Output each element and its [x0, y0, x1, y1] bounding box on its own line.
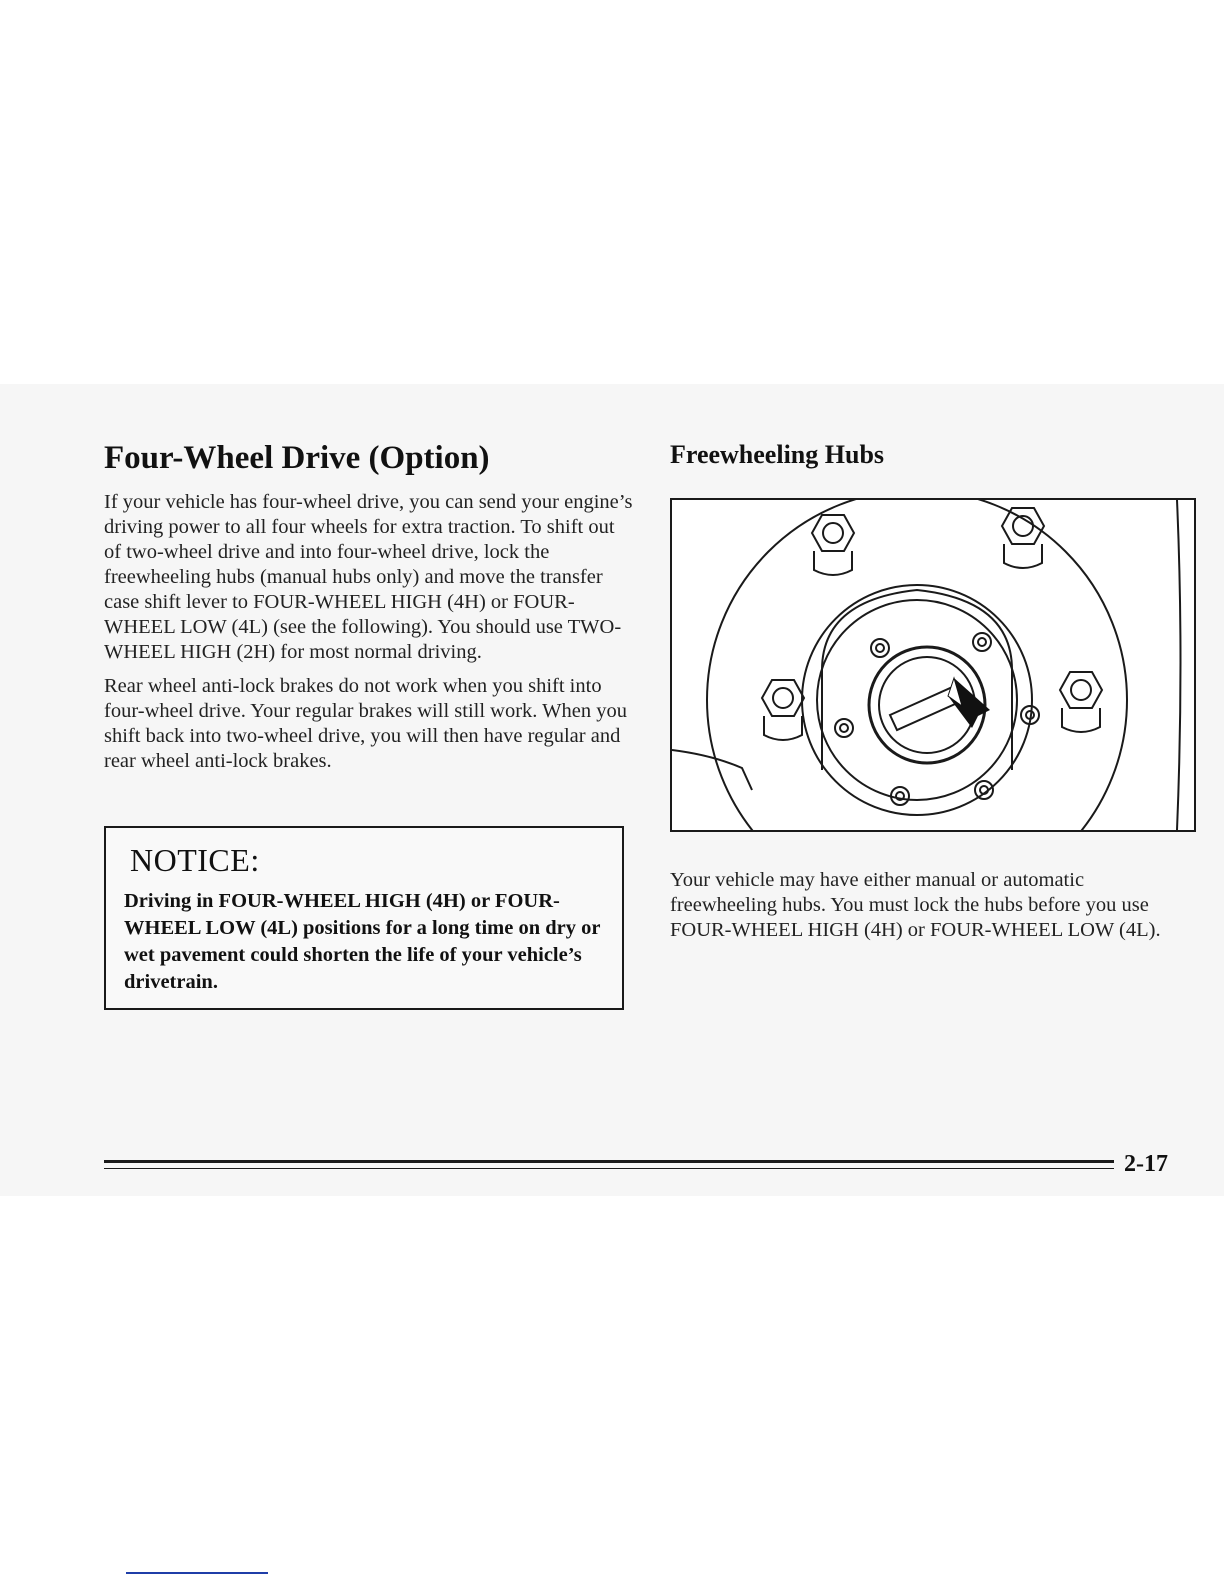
hub-inner-ring: [817, 600, 1017, 800]
wheel-rim-outline: [707, 500, 1127, 830]
right-column: [670, 438, 1196, 490]
footer-rule: [104, 1160, 1114, 1163]
bottom-divider-mark: [126, 1572, 268, 1574]
notice-title: NOTICE:: [130, 842, 260, 878]
hub-flange: [802, 585, 1032, 815]
brakes-paragraph: Rear wheel anti-lock brakes do not work when you shift into four-wheel drive. Your regular brakes will still work. When you shift back into two-wheel drive, you will then have regular and rear wheel anti-lock brakes.: [104, 675, 627, 772]
section-title: Four-Wheel Drive (Option): [104, 440, 490, 476]
hub-dome-outline: [822, 590, 1012, 770]
intro-paragraph: If your vehicle has four-wheel drive, you can send your engine’s driving power to all four wheels for extra traction. To shift out of two-wheel drive and into four-wheel drive, lock the freewheeling hubs (manual hubs only) and move the transfer case shift lever to FOUR-WHEEL HIGH (4H) or FOUR-WHEEL LOW (4L) (see the following). You should use TWO-WHEEL HIGH (2H) for most normal driving.: [104, 491, 633, 663]
subsection-title: Freewheeling Hubs: [670, 440, 885, 469]
footer-rule-thin: [104, 1168, 1114, 1169]
freewheeling-hub-illustration: [670, 498, 1196, 832]
hub-drawing: [672, 500, 1194, 830]
left-column: [104, 438, 634, 783]
notice-box: [104, 826, 624, 1010]
notice-text: Driving in FOUR-WHEEL HIGH (4H) or FOUR-WHEEL LOW (4L) positions for a long time on dry or wet pavement could shorten the life of your vehicle’s drivetrain.: [124, 890, 601, 993]
figure-caption-block: [670, 868, 1190, 952]
hubs-paragraph: Your vehicle may have either manual or automatic freewheeling hubs. You must lock the hubs before you use FOUR-WHEEL HIGH (4H) or FOUR-WHEEL LOW (4L).: [670, 869, 1161, 941]
page-number: 2-17: [1124, 1151, 1168, 1177]
